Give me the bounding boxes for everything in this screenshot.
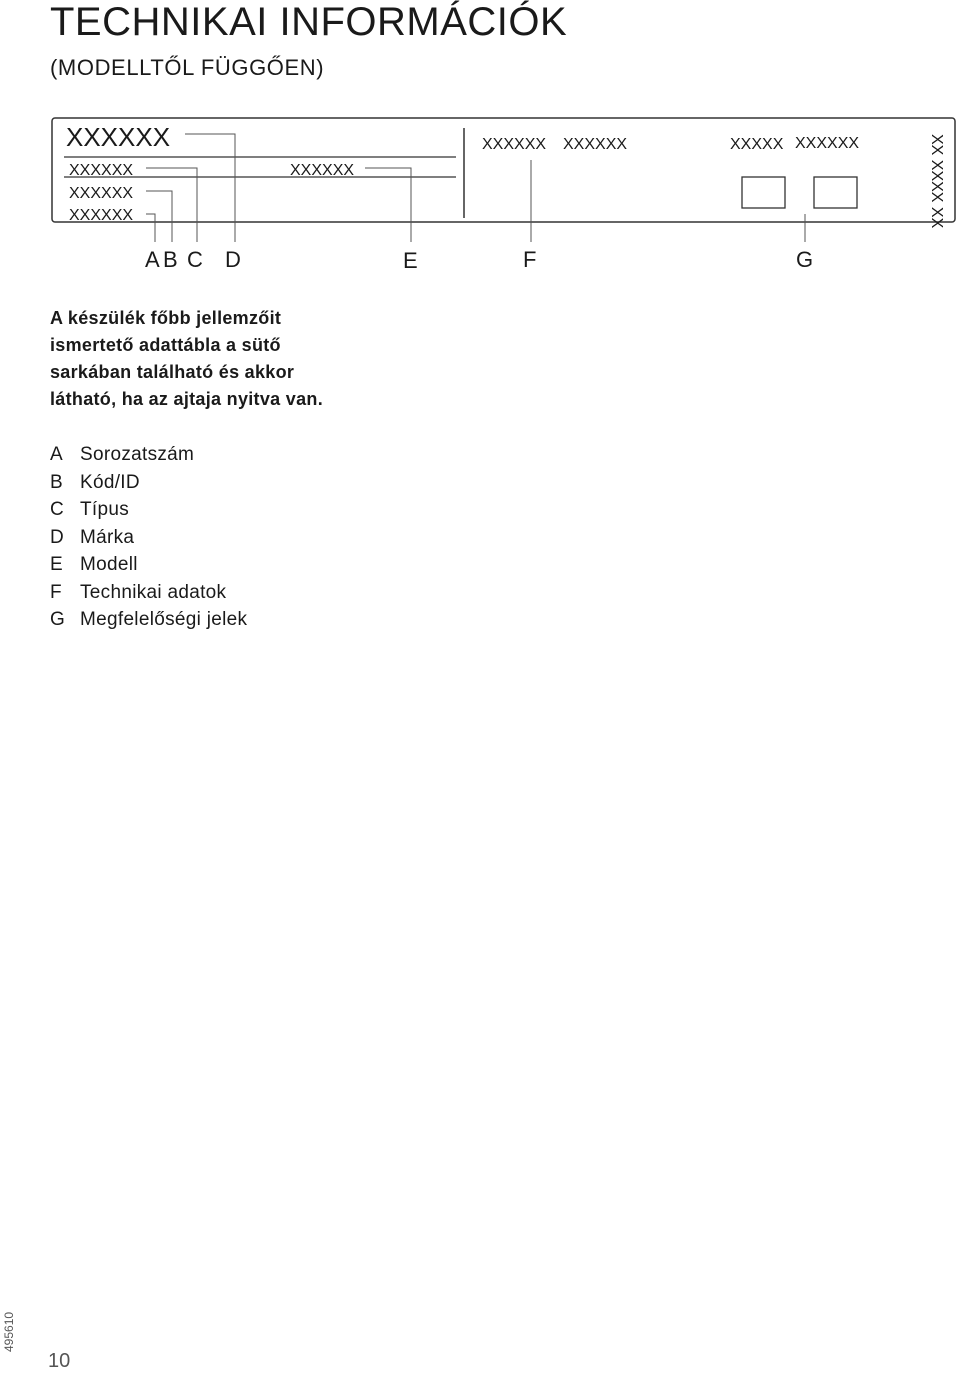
callout-c: C — [187, 247, 203, 272]
legend-letter: A — [50, 444, 63, 465]
description-line: sarkában található és akkor — [50, 362, 295, 382]
plate-tech-text: XXXXXX — [563, 136, 628, 153]
legend-letter: D — [50, 526, 64, 548]
legend-letter: E — [50, 554, 63, 575]
plate-model-text: XXXXXX — [290, 162, 355, 179]
legend-text: Típus — [80, 499, 130, 520]
callout-f: F — [523, 247, 537, 272]
legend-letter: F — [50, 581, 62, 603]
page-number: 10 — [48, 1350, 71, 1372]
legend-text: Modell — [80, 554, 138, 575]
rating-plate-description — [50, 305, 450, 413]
description-line: látható, ha az ajtaja nyitva van. — [50, 389, 323, 409]
callout-g: G — [796, 247, 814, 272]
page-subtitle: (MODELLTŐL FÜGGŐEN) — [50, 55, 325, 80]
legend-item — [50, 469, 247, 497]
plate-vertical-text: XX XXXX XX — [928, 134, 945, 229]
legend-item — [50, 551, 247, 579]
plate-tech-text: XXXXXX — [482, 136, 547, 153]
conformity-mark-box — [814, 177, 857, 208]
plate-left-row: XXXXXX — [69, 207, 134, 224]
legend-text: Kód/ID — [80, 471, 140, 493]
legend-item — [50, 579, 247, 607]
plate-left-row: XXXXXX — [69, 162, 134, 179]
plate-marks-text: XXXXX — [730, 136, 784, 153]
legend-text: Megfelelőségi jelek — [80, 609, 248, 630]
legend-letter: B — [50, 471, 63, 493]
callout-line-d — [185, 134, 235, 242]
legend-letter: C — [50, 499, 64, 520]
callout-line-e — [365, 168, 411, 242]
callout-d: D — [225, 247, 241, 272]
legend-item — [50, 524, 247, 552]
plate-marks-text: XXXXXX — [795, 135, 860, 152]
legend-text: Márka — [80, 526, 135, 548]
legend-text: Sorozatszám — [80, 444, 195, 465]
callout-b: B — [163, 247, 178, 272]
legend-text: Technikai adatok — [80, 581, 227, 603]
legend-item — [50, 441, 247, 469]
callout-line-a — [146, 214, 155, 242]
callout-a: A — [145, 247, 160, 272]
description-line: ismertető adattábla a sütő — [50, 335, 281, 355]
description-line: A készülék főbb jellemzőit — [50, 308, 282, 328]
conformity-mark-box — [742, 177, 785, 208]
callout-line-b — [146, 191, 172, 242]
plate-left-row: XXXXXX — [69, 185, 134, 202]
legend-letter: G — [50, 609, 65, 630]
callout-e: E — [403, 248, 418, 273]
rating-plate-diagram — [0, 110, 960, 280]
page-title: TECHNIKAI INFORMÁCIÓK — [50, 0, 568, 44]
legend-list — [50, 441, 247, 634]
legend-item — [50, 496, 247, 524]
plate-header-text: XXXXXX — [66, 122, 171, 152]
document-code: 495610 — [2, 1311, 16, 1352]
legend-item — [50, 606, 247, 634]
